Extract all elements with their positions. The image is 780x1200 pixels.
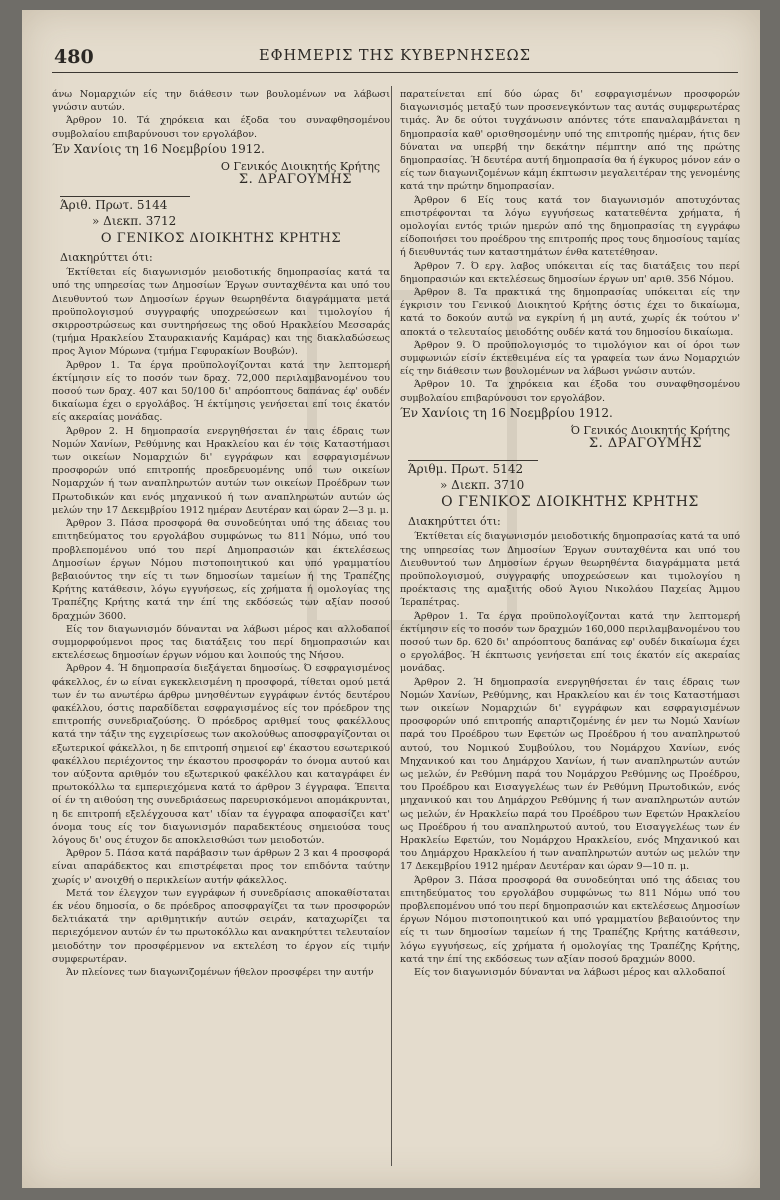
paragraph: Άρθρον 3. Πάσα προσφορά θα συνοδεύηται υπό της άδειας του επιτηδεύματος του εργολάβου συμφώνως τω 811 Νόμω υπό του προβλεπομένου υπό του περί δημοπρασιών και εκτελέσεως Δημοσίων έργων Νόμου πιστοποιητικού και υπό γραμματίου βεβαιούντος την είς τι των δημοσίων ταμείων ή της Τραπέζης Κρήτης κατάθεσιν, λόγω εγγυήσεως, είς χρήματα ή ομολογίας της Τραπέζης Κρήτης, κατά την έπί της εκδόσεως των αξίαν ποσού δραχμών 8000.: [400, 874, 740, 965]
paragraph: Άρθρον 3. Πάσα προσφορά θα συνοδεύηται υπό της άδειας του επιτηδεύματος του εργολάβου συμφώνως τω 811 Νόμω, υπό του προβλεπομένου υπό του περί Δημοπρασιών και έκτελέσεως Δημοσίων έργων Νόμου πιστοποιητικού και υπό γραμματίου βεβαιούντος την είς τι των δημοσίων ταμείων ή της Τραπέζης Κρήτης κατάθεσιν, λόγω εγγυήσεως, είς χρήματα ή ομολογίας της Τραπέζης Κρήτης κατά την έπί της εκδόσεώς των αξίαν ποσού δραχμών 3600.: [52, 518, 390, 622]
paragraph: Μετά τον έλεγχον των εγγράφων ή συνεδρίασις αποκαθίσταται έκ νέου δημοσία, ο δε πρόεδρος αποσφραγίζει τα των προσφορών δελτιάκατά την αριθμητικήν αυτών σειράν, καταχωρίζει τα περιεχόμενον αυτών έν τω πρωτοκόλλω και ανακηρύττει τελευταίον μειοδότην τον προσφέρμενον να εκτελέση το έργον είς τιμήν συμφερωτέραν.: [52, 887, 390, 965]
dispatch-number: » Διεκπ. 3710: [440, 477, 525, 492]
signature-title: Ό Γενικός Διοικητής Κρήτης: [570, 424, 730, 438]
left-column: [52, 88, 390, 979]
date-line: Έν Χανίοις τη 16 Νοεμβρίου 1912.: [400, 405, 613, 420]
paragraph: Είς τον διαγωνισμόν δύνανται να λάβωσι μέρος και αλλοδαποί: [414, 967, 726, 978]
paragraph: Άρθρον 9. Ό προϋπολογισμός το τιμολόγιον και οί όροι των συμφωνιών είσίν έκτεθειμένα είς τα γραφεία των άνω Νομαρχιών είς την διάθεσιν των βουλομένων να λάβωσι γνώσιν αυτών.: [400, 339, 740, 378]
paragraph: Άρθρον 7. Ό εργ. λαβος υπόκειται είς τας διατάξεις του περί δημοπρασιών και εκτελέσεως δημοσίων έργων υπ' αριθ. 356 Νόμου.: [400, 260, 740, 285]
protocol-number: Άριθ. Πρωτ. 5144: [60, 196, 190, 212]
paragraph: Έκτίθεται είς διαγωνισμόν μειοδοτικής δημοπρασίας κατά τα υπό της υπηρεσίας των Δημοσίων Έργων συνταχθέντα και υπό του Διευθυντού των Δημοσίων έργων θεωρηθέντα διαγράμματα μετά προϋπολογισμού συγγραφής υποχρεώσεων και τιμολογίου ή σκιρροστρώσεως και συντηρήσεως της οδού Ηρακλείου Μεσσαράς (τμήμα Ηρακλείου Σταυρακιανής Καμάρας) και της διακλαδώσεως προς Άγιον Μύρωνα (τμήμα Γεφυρακίων Βουβών).: [52, 267, 390, 358]
paragraph: Άρθρον 8. Τα πρακτικά της δημοπρασίας υπόκειται είς την έγκρισιν του Γενικού Διοικητού Κρήτης όστις έχει το δικαίωμα, κατά το δοκούν αυτώ να εγκρίνη ή μη αυτά, χωρίς έκ τούτου ν' αποκτά ο τελευταίος μειοδότης ουδέν κατά του δημοσίου δικαίωμα.: [400, 287, 740, 338]
signature-name: Σ. ΔΡΑΓΟΥΜΗΣ: [588, 436, 702, 452]
section-heading: Ο ΓΕΝΙΚΟΣ ΔΙΟΙΚΗΤΗΣ ΚΡΗΤΗΣ: [441, 493, 699, 510]
paragraph: Άρθρον 4. Ή δημοπρασία διεξάγεται δημοσίως. Ό εσφραγισμένος φάκελλος, έν ω είναι εγκεκλεισμένη η προσφορά, τίθεται ομού μετά των έν τω ανωτέρω άρθρω μνησθέντων εγγράφων έντός δευτέρου φακέλλου, όστις παραδίδεται εσφραγισμένος είς τον πρόεδρον της επιτροπής συνεδριαζούσης. Ό πρόεδρος αριθμεί τους φακέλλους κατά την τάξιν της εγχειρίσεως των ακολούθως αποσφραγίζονται οι εξωτερικοί φάκελλοι, η δε επιτροπή σημειοί εφ' έκαστου εσωτερικού φακέλλου περιέχοντος την έκαστου προσφοράν το όνομα αυτού και τον αύξοντα αριθμόν του εξωτερικού φακέλλου και καταγράφει έν πρωτοκόλλω τα εμπεριεχόμενα κατά το άρθρον 3 έγγραφα. Έπειτα οί έν τη αιθούση της συνεδριάσεως παρευρισκόμενοι απομάκρυνται, η δε επιτροπή εξελέγχουσα κατ' ιδίαν τα έγγραφα αποφασίζει κατ' όνομα τους είς τον διαγωνισμόν παραδεκτέους σημειούσα τους λόγους δι' ους έτυχον δε αποκλεισθώσι των μειοδοτών.: [52, 663, 390, 846]
paragraph: Έκτίθεται είς διαγωνισμόν μειοδοτικής δημοπρασίας κατά τα υπό της υπηρεσίας των Δημοσίων Έργων συνταχθέντα και υπό του Διευθυντού των Δημοσίων έργων θεωρηθέντα διαγράμματα μετά προϋπολογισμού, συγγραφής υποχρεώσεων και τιμολογίου η προέκτασις της αμαξιτής οδού Άγιου Νικολάου Παχείας Άμμου Ίεραπέτρας.: [400, 531, 740, 609]
paragraph: Είς τον διαγωνισμόν δύνανται να λάβωσι μέρος και αλλοδαποί συμμορφούμενοι προς τας διατάξεις του περί δημοπρασιών και εκτελέσεως δημοσίων έργων νόμου και λοιπούς της Νήσου.: [52, 623, 390, 662]
paragraph: Άν πλείονες των διαγωνιζομένων ήθελον προσφέρει την αυτήν: [66, 967, 374, 978]
right-column: [400, 88, 740, 979]
column-divider: [391, 86, 392, 1166]
paragraph: Άρθρον 1. Τα έργα προϋπολογίζονται κατά την λεπτομερή έκτίμησιν είς το ποσόν των δραχ. 72,000 περιλαμβανομένου του ποσού των δραχ. 407 και 50/100 δι' απρόοπτους δαπάνας έφ' ουδέν δικαίωμα έχει ο εργολάβος. Ή έκτίμησις γενήσεται επί τοις έκατόν είς ακεραίας μονάδας.: [52, 359, 390, 424]
declaration-intro: Διακηρύττει ότι:: [408, 515, 501, 529]
signature-name: Σ. ΔΡΑΓΟΥΜΗΣ: [238, 172, 352, 188]
newspaper-title: ΕΦΗΜΕΡΙΣ ΤΗΣ ΚΥΒΕΡΝΗΣΕΩΣ: [259, 48, 531, 64]
paragraph: Άρθρον 1. Τα έργα προϋπολογίζονται κατά την λεπτομερή έκτίμησιν είς το ποσόν των δραχμών 160,000 περιλαμβανομένου του ποσού των δρ. 620 δι' απρόοπτους δαπάνας εφ' ουδέν δικαίωμα έχει ο εργολάβος. Ή έκπτωσις γενήσεται επί τοις έκατόν είς ακεραίας μονάδας.: [400, 610, 740, 675]
paragraph: Άρθρον 2. Ή δημοπρασία ενεργηθήσεται έν ταις έδραις των Νομών Χανίων, Ρεθύμνης, και Ηρακλείου και έν τοις Καταστήμασι των οικείων Νομαρχιών δι' εγγράφων και εσφραγισμένων προσφορών υπό επιτροπής απαρτιζομένης έν μεν τω Νομώ Χανίων παρά του Προέδρου των Εφετών ως Προέδρου ή του αναπληρωτού αυτού, του Νομικού Συμβούλου, του Νομάρχου Χανίων, ενός Μηχανικού και του Δημάρχου Χανίων, ή των αναπληρωτών αυτών ως μελών, έν Ρεθύμνη παρά του Νομάρχου Ρεθύμνης ως Προέδρου, του Προέδρου και Εισαγγελέως των έν Ρεθύμνη Πρωτοδικών, ενός μηχανικού και του Δημάρχου Ρεθύμνης ή των αναπληρωτών αυτών ως μελών, έν Ηρακλείω παρά του Προέδρου των Εφετών Ηρακλείου ως Προέδρου ή του αναπληρωτού αυτού, του Εισαγγελέως των έν Ηρακλείω Εφετών, του Νομάρχου Ηρακλείου, ενός Μηχανικού και του Δημάρχου Ηρακλείου ή των αναπληρωτών αυτών ως μελών την 17 Δεκεμβρίου 1912 ημέραν Δευτέραν και ώραν 9—10 π. μ.: [400, 676, 740, 873]
paragraph: Άρθρον 6 Είς τους κατά τον διαγωνισμόν αποτυχόντας επιστρέφονται τα λόγω εγγυήσεως κατατεθέντα χρήματα, ή ομολογίαι εντός τριών ημερών από της δημοπρασίας τη εγγράφω είδοποιήσει του προέδρου της επιτροπής προς τους δημοσίους ταμίας ή διευθυντάς των καταστημάτων ένθα κατετέθησαν.: [400, 194, 740, 259]
signature-title: Ο Γενικός Διοικητής Κρήτης: [220, 160, 380, 174]
paragraph: Άρθρον 5. Πάσα κατά παράβασιν των άρθρων 2 3 και 4 προσφορά είναι απαράδεκτος και επιστρέφεται προς τον επιδόντα ταύτην χωρίς ν' ανοιχθή ο περικλείων αυτήν φάκελλος.: [52, 848, 390, 886]
date-line: Έν Χανίοις τη 16 Νοεμβρίου 1912.: [52, 141, 265, 156]
dispatch-number: » Διεκπ. 3712: [92, 213, 177, 228]
newspaper-page: [22, 10, 760, 1188]
page-header: [52, 46, 738, 73]
section-heading: Ο ΓΕΝΙΚΟΣ ΔΙΟΙΚΗΤΗΣ ΚΡΗΤΗΣ: [100, 230, 342, 246]
declaration-intro: Διακηρύττει ότι:: [60, 251, 153, 265]
paragraph: Άρθρον 10. Τα χηρόκεια και έξοδα του συναφθησομένου συμβολαίου επιβαρύνουσι τον εργολάβον.: [400, 379, 740, 404]
paragraph: άνω Νομαρχιών είς την διάθεσιν των βουλομένων να λάβωσι γνώσιν αυτών.: [52, 89, 390, 114]
paragraph: Άρθρον 2. Η δημοπρασία ενεργηθήσεται έν ταις έδραις των Νομών Χανίων, Ρεθύμνης και Ηρακλείου και έν τοις Καταστήμασι των οικείων Νομαρχιών δι' εγγράφων και εσφραγισμένων προσφορών υπό επιτροπής προεδρευομένης υπό των οικείων Νομαρχών ή των αναπληρωτών αυτών των οικείων Προέδρων των Πρωτοδικών και ενός μηχανικού ή των αναπληρωτών αυτών ώς μελών την 17 Δεκεμβρίου 1912 ημέραν Δευτέραν και ώραν 2—3 μ. μ.: [52, 425, 390, 516]
page-number: 480: [54, 46, 94, 68]
protocol-number: Άριθμ. Πρωτ. 5142: [408, 460, 538, 476]
paragraph: Άρθρον 10. Τά χηρόκεια και έξοδα του συναφθησομένου συμβολαίου επιβαρύνουσι τον εργολάβον.: [52, 115, 390, 140]
paragraph: παρατείνεται επί δύο ώρας δι' εσφραγισμένων προσφορών διαγωνισμός μεταξύ των προσενεγκόντων τας αυτάς συμφερωτέρας τιμάς. Άν δε ούτοι τυγχάνωσιν απόντες τότε επαναλαμβάνεται η δημοπρασία καθ' ορισθησομένην υπό της επιτροπής ημέραν, ήτις δεν δύναται να υπερβή την δεκάτην πέμπτην από της πρώτης δημοπρασίας. Ή δευτέρα αυτή δημοπρασία θα ή έγκυρος μόνον εάν ο είς των διαγωνιζομένων κάμη έκπτωσιν μεγαλειτέραν της γενομένης κατά την πρώτην δημοπρασίαν.: [400, 89, 740, 193]
